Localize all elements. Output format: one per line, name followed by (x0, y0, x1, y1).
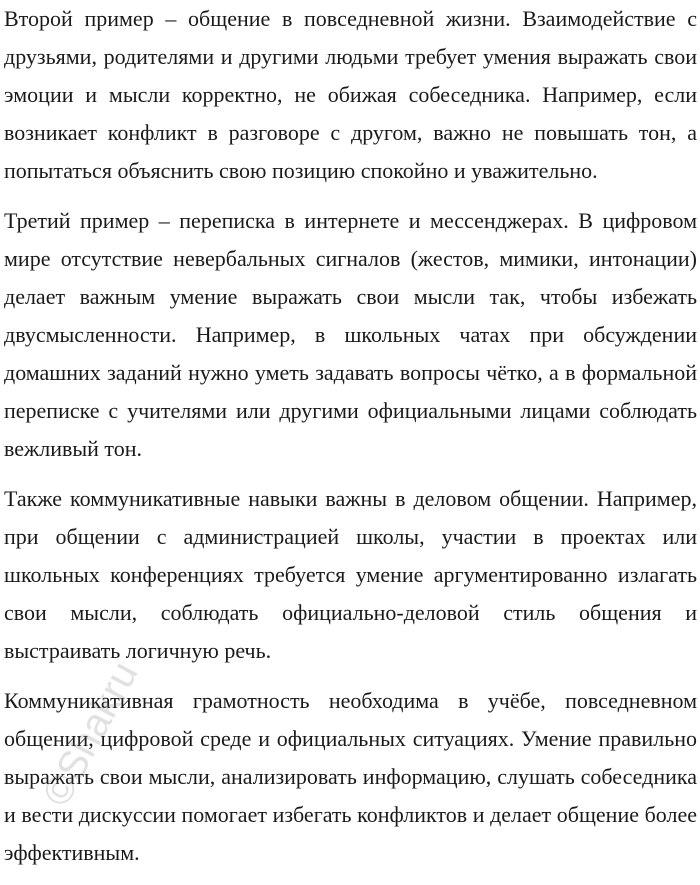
watermark-text: ©Shakru (34, 654, 147, 814)
paragraph-online-messaging: Третий пример – переписка в интернете и мессенджерах. В цифровом мире отсутствие невербальных сигналов (жестов, мимики, интонации) делает важным умение выражать свои мысли так, чтобы избежать двусмысленности. Например, в школьных чатах при обсуждении домашних заданий нужно уметь задавать вопросы чётко, а в формальной переписке с учителями или другими официальными лицами соблюдать вежливый тон. (4, 208, 697, 461)
paragraph-business-communication: Также коммуникативные навыки важны в деловом общении. Например, при общении с администрацией школы, участии в проектах или школьных конференциях требуется умение аргументированно излагать свои мысли, соблюдать официально-деловой стиль общения и выстраивать логичную речь. (4, 486, 697, 663)
document-body (4, 0, 697, 872)
paragraph-conclusion: Коммуникативная грамотность необходима в учёбе, повседневном общении, цифровой среде и официальных ситуациях. Умение правильно выражать свои мысли, анализировать информацию, слушать собеседника и вести дискуссии помогает избегать конфликтов и делает общение более эффективным. (4, 688, 697, 865)
paragraph-everyday-communication: Второй пример – общение в повседневной жизни. Взаимодействие с друзьями, родителями и другими людьми требует умения выражать свои эмоции и мысли корректно, не обижая собеседника. Например, если возникает конфликт в разговоре с другом, важно не повышать тон, а попытаться объяснить свою позицию спокойно и уважительно. (4, 6, 697, 183)
